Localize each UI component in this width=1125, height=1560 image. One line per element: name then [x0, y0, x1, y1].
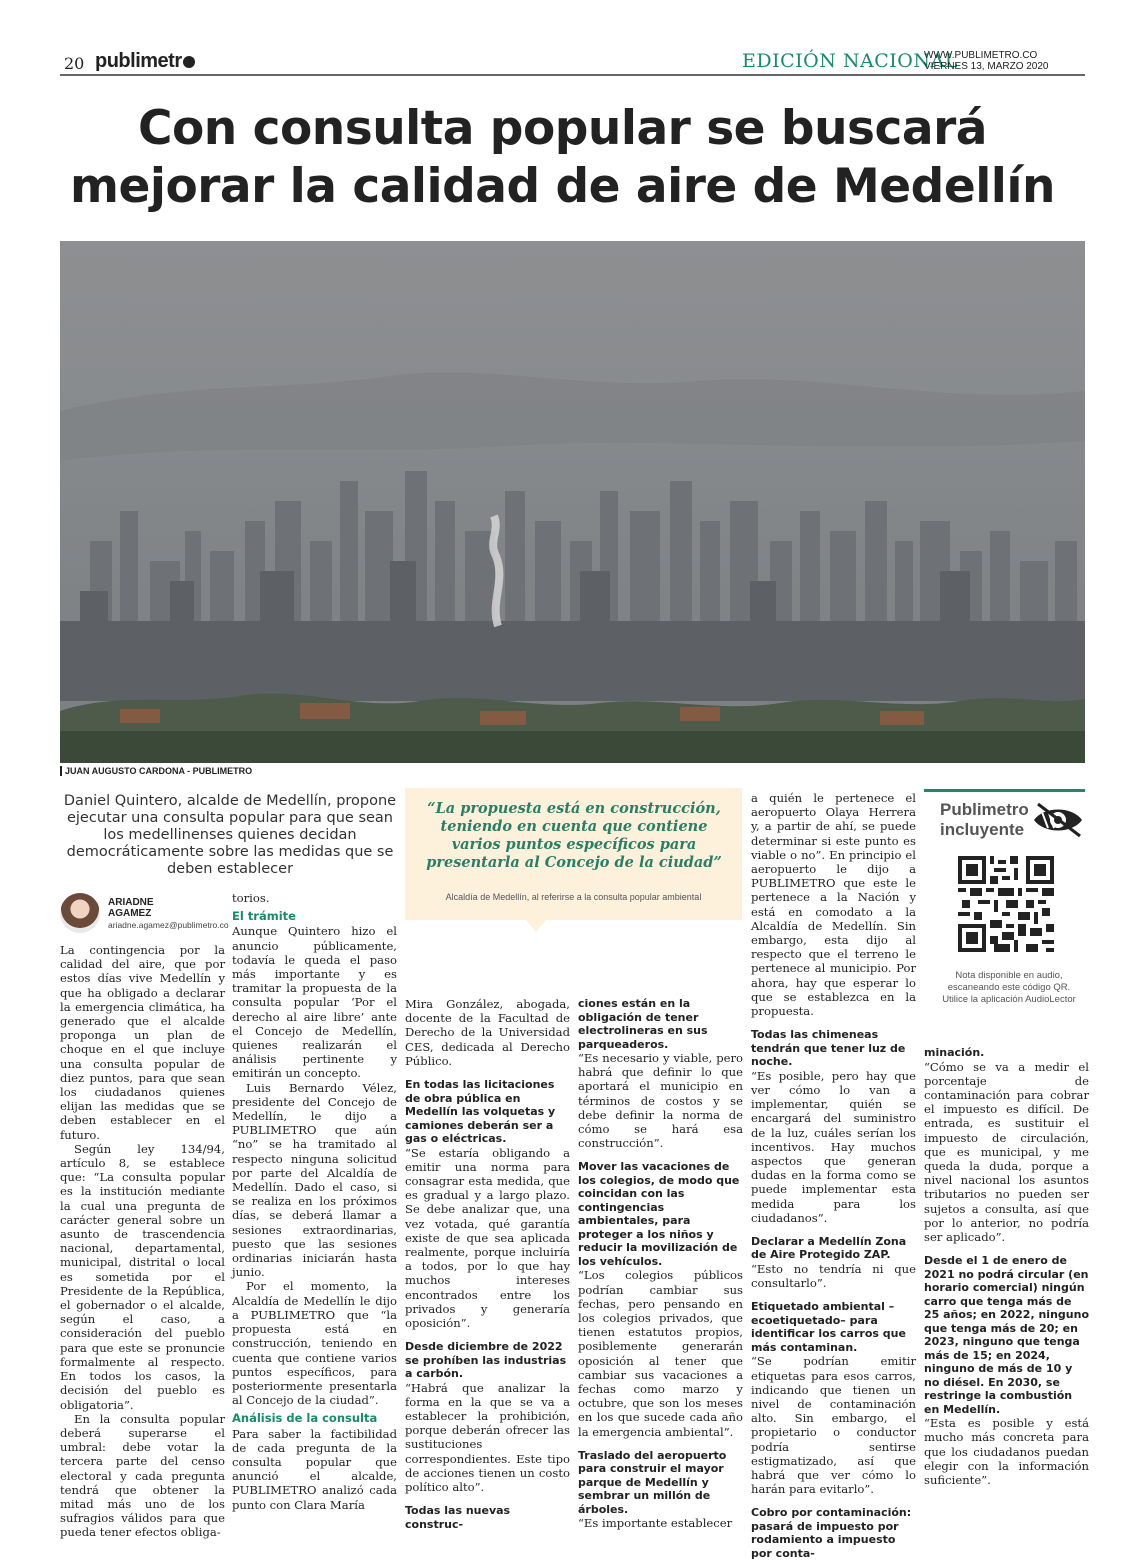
- inclusive-title-line1: Publimetro: [940, 800, 1029, 819]
- inclusive-note: Nota disponible en audio, escaneando este código QR. Utilice la aplicación AudioLector: [942, 970, 1076, 1005]
- article-column-2: [232, 891, 397, 1512]
- consulta-question: Desde el 1 de enero de 2021 no podrá circular (en horario comercial) ningún carro que tenga más de 25 años; en 2022, ninguno que tenga más de 20; en 2023, ninguno que tenga más de 15; en 2024, ninguno de más de 10 y no diésel. En 2030, se restringe la combustión en Medellín.: [924, 1254, 1089, 1416]
- author-avatar: [60, 893, 100, 933]
- consulta-question: ciones están en la obligación de tener electrolineras en sus parqueaderos.: [578, 997, 708, 1051]
- website-url: WWW.PUBLIMETRO.CO: [924, 50, 1038, 61]
- author-first-name: ARIADNE: [108, 897, 154, 908]
- qr-code[interactable]: [958, 856, 1054, 952]
- consulta-question: Declarar a Medellín Zona de Aire Protegido ZAP.: [751, 1234, 907, 1262]
- header-rule: [60, 74, 1085, 76]
- page-number: 20: [64, 54, 85, 73]
- answer: “Es posible, pero hay que ver cómo lo van a implementar, quién se encargará del suministro de la luz, cuáles serían los incentivos. Hay muchos aspectos que generan dudas en la forma como se puede implementar esta medida para los ciudadanos”.: [751, 1068, 916, 1225]
- subheading-el-tramite: El trámite: [232, 909, 296, 924]
- answer: “Se estaría obligando a emitir una norma para consagrar esta medida, que es gradual y a largo plazo. Se debe analizar que, una vez votada, qué garantía existe de que sea aplicada realmente, porque incluiría a todos, por lo que hay muchos intereses encontrados entre los privados y generaría oposición”.: [405, 1145, 570, 1330]
- paragraph: En la consulta popular deberá superarse el umbral: debe votar la tercera parte del censo electoral y cada pregunta tendrá que obtener la mitad más uno de los sufragios válidos para que pueda tener efectos obliga-: [60, 1411, 225, 1540]
- edition-label: EDICIÓN NACIONAL: [742, 50, 958, 72]
- paragraph: Mira González, abogada, docente de la Facultad de Derecho de la Universidad CES, dedicada al Derecho Público.: [405, 997, 570, 1068]
- article-column-1: [60, 943, 225, 1540]
- answer: “Habrá que analizar la forma en la que se va a establecer la prohibición, porque deberán ofrecer las sustituciones correspondientes. Este tipo de acciones tienen un costo político alto”.: [405, 1380, 570, 1495]
- article-column-6: [924, 1046, 1089, 1487]
- paragraph: Para saber la factibilidad de cada pregunta de la consulta popular que anunció el alcalde, PUBLIMETRO analizó cada punto con Clara María: [232, 1426, 397, 1512]
- inclusive-rule: [924, 789, 1085, 792]
- consulta-question: Mover las vacaciones de los colegios, de modo que coincidan con las contingencias ambientales, para proteger a los niños y reducir la movilización de los vehículos.: [578, 1160, 740, 1268]
- consulta-question: En todas las licitaciones de obra pública en Medellín las volquetas y camiones deberán ser a gas o eléctricas.: [405, 1078, 556, 1146]
- consulta-question: Todas las nuevas construc-: [405, 1504, 511, 1531]
- paragraph: torios.: [232, 891, 270, 905]
- pull-quote-attribution: Alcaldía de Medellín, al referirse a la consulta popular ambiental: [445, 892, 702, 902]
- consulta-question: Traslado del aeropuerto para construir el mayor parque de Medellín y sembrar un millón de árboles.: [578, 1448, 727, 1516]
- consulta-question: Desde diciembre de 2022 se prohíben las industrias a carbón.: [405, 1340, 567, 1381]
- headline: Con consulta popular se buscará mejorar la calidad de aire de Medellín: [69, 101, 1055, 214]
- article-column-5: [751, 791, 916, 1560]
- answer: “Se podrían emitir etiquetas para esos carros, indicando que tienen un nivel de contaminación alto. Sin embargo, el propietario o conductor podría sentirse estigmatizado, así que habrá que ver cómo lo harán para evitarlo”.: [751, 1354, 916, 1497]
- answer: “Esta es posible y está mucho más concreta para que los ciudadanos puedan elegir con la información suficiente”.: [924, 1416, 1089, 1487]
- author-last-name: AGAMEZ: [108, 908, 152, 919]
- issue-date: VIERNES 13, MARZO 2020: [924, 61, 1049, 72]
- pull-quote-pointer: [526, 920, 546, 932]
- answer: “Es necesario y viable, pero habrá que definir lo que aportará el municipio en términos de costos y se debe definir la norma de cómo se hará esa construcción”.: [578, 1051, 743, 1151]
- consulta-question: minación.: [924, 1046, 985, 1059]
- deck-summary: Daniel Quintero, alcalde de Medellín, propone ejecutar una consulta popular para que sean los medellinenses quienes decidan democráticamente sobre las medidas que se deben establecer: [63, 793, 397, 877]
- answer: “Esto no tendría ni que consultarlo”.: [751, 1261, 916, 1291]
- inclusive-title: [940, 800, 1029, 840]
- consulta-question: Todas las chimeneas tendrán que tener luz de noche.: [751, 1028, 906, 1069]
- author-name: [108, 897, 154, 919]
- publimetro-logo: [95, 50, 195, 73]
- paragraph: Por el momento, la Alcaldía de Medellín le dijo a PUBLIMETRO que “la propuesta está en construcción, teniendo en cuenta que contiene varios puntos específicos, para posteriormente presentarla al Concejo de la ciudad”.: [232, 1279, 397, 1408]
- photo-credit: JUAN AUGUSTO CARDONA - PUBLIMETRO: [60, 766, 252, 776]
- answer: “Los colegios públicos podrían cambiar sus fechas, pero pensando en los colegios privados, que tienen estatutos propios, posiblemente generarán oposición al tener que cambiar sus vacaciones a fechas como marzo y octubre, que son los meses en los que sucede cada año la emergencia ambiental”.: [578, 1268, 743, 1439]
- consulta-question: Etiquetado ambiental –ecoetiquetado– para identificar los carros que más contaminan.: [751, 1300, 906, 1354]
- logo-text: publimetr: [95, 50, 182, 72]
- subheading-analisis: Análisis de la consulta: [232, 1411, 378, 1426]
- paragraph: La contingencia por la calidad del aire, que por estos días vive Medellín y que ha obligado a declarar la emergencia climática, ha generado que el alcalde proponga un plan de choque en el que incluye una consulta popular de diez puntos, para que sean los ciudadanos quienes elijan las medidas que se deben establecer en el futuro.: [60, 943, 225, 1142]
- paragraph: Aunque Quintero hizo el anuncio públicamente, todavía le queda el paso más importante y es tramitar la propuesta de la consulta popular ‘Por el derecho al aire libre’ ante el Concejo de Medellín, quienes realizarán el análisis pertinente y emitirán un concepto.: [232, 924, 397, 1081]
- eye-slash-icon: [1030, 798, 1086, 840]
- paragraph: Según ley 134/94, artículo 8, se establece que: “La consulta popular es la institución mediante la cual una pregunta de carácter general sobre un asunto de trascendencia nacional, departamental, municipal, distrital o local es sometida por el Presidente de la República, el gobernador o el alcalde, según el caso, a consideración del pueblo para que este se pronuncie formalmente al respecto. En todos los casos, la decisión del pueblo es obligatoria”.: [60, 1141, 225, 1412]
- answer: “Es importante establecer: [578, 1516, 733, 1531]
- consulta-question: Cobro por contaminación: pasará de impuesto por rodamiento a impuesto por conta-: [751, 1506, 912, 1560]
- article-column-3: [405, 997, 570, 1531]
- author-email: ariadne.agamez@publimetro.co: [108, 920, 229, 930]
- globe-icon: [183, 56, 195, 68]
- answer: a quién le pertenece el aeropuerto Olaya Herrera y, a partir de ahí, se puede determinar si este punto es viable o no”. En principio el aeropuerto le dijo a PUBLIMETRO que este le pertenece a la Nación y está en comodato a la Alcaldía de Medellín. Sin embargo, esta dijo al respecto que el terreno le pertenece al municipio. Por ahora, hay que esperar lo que se establezca en la propuesta.: [751, 791, 916, 1019]
- inclusive-title-line2: incluyente: [940, 820, 1025, 839]
- city-smog-photo: [60, 241, 1085, 763]
- answer: “Cómo se va a medir el porcentaje de contaminación para cobrar el impuesto es difícil. De entrada, es sustituir el impuesto de circulación, que es municipal, y me queda la duda, porque a nivel nacional los asuntos tributarios no pueden ser sujetos a consulta, así que por lo anterior, no podría ser aplicado”.: [924, 1059, 1089, 1244]
- site-info: [924, 50, 1049, 72]
- article-column-4: [578, 997, 743, 1531]
- paragraph: Luis Bernardo Vélez, presidente del Concejo de Medellín, le dijo a PUBLIMETRO que aún “no” se ha tramitado al respecto ninguna solicitud por parte del Alcaldía de Medellín. Dado el caso, si se realiza en los próximos días, se deberá llamar a sesiones extraordinarias, puesto que las sesiones ordinarias iniciarán hasta junio.: [232, 1080, 397, 1280]
- pull-quote-text: “La propuesta está en construcción, teniendo en cuenta que contiene varios puntos específicos para presentarla al Concejo de la ciudad”: [426, 800, 722, 871]
